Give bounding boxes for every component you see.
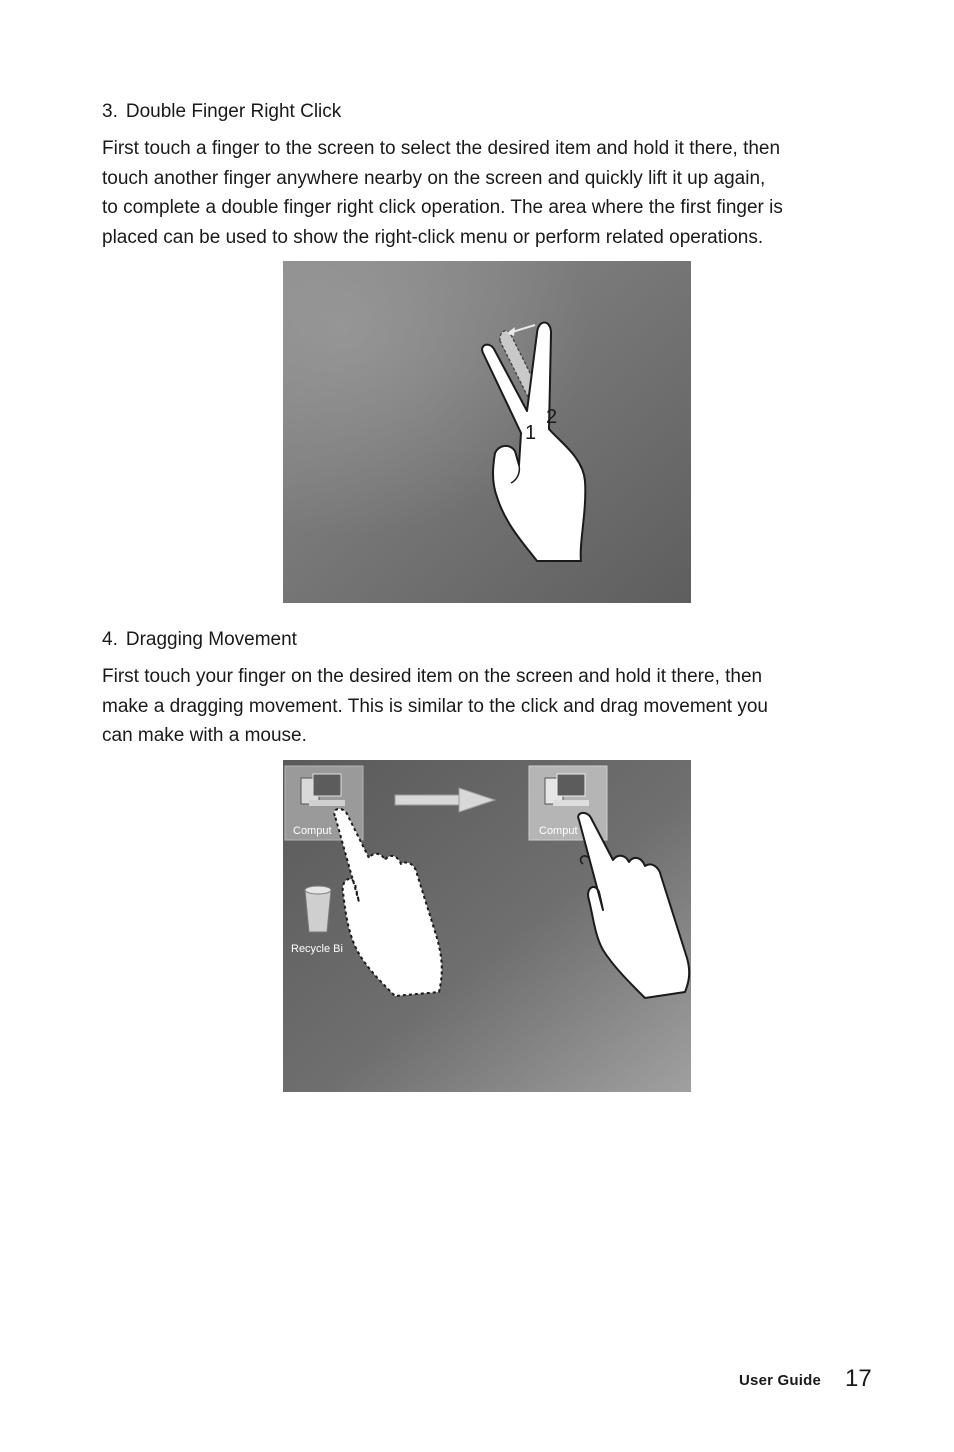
- section-3-number: 3.: [102, 101, 118, 122]
- recycle-bin-label: Recycle Bi: [291, 943, 343, 955]
- paragraph-line: First touch a finger to the screen to select the desired item and hold it there, then: [102, 138, 781, 159]
- dragging-illustration: [283, 760, 691, 1092]
- paragraph-line: can make with a mouse.: [102, 725, 307, 746]
- section-3-paragraph: [102, 134, 872, 252]
- target-icon-label: Comput: [539, 825, 578, 837]
- section-4-title: Dragging Movement: [125, 629, 297, 650]
- finger-2-label: 2: [546, 406, 558, 428]
- double-finger-figure: [283, 261, 691, 603]
- paragraph-line: placed can be used to show the right-click menu or perform related operations.: [102, 226, 764, 248]
- paragraph-line: touch another finger anywhere nearby on the screen and quickly lift it up again,: [102, 167, 766, 189]
- double-finger-illustration: [283, 261, 691, 603]
- paragraph-line: First touch your finger on the desired item on the screen and hold it there, then: [102, 666, 763, 687]
- footer-label: User Guide: [739, 1372, 822, 1389]
- paragraph-line: to complete a double finger right click operation. The area where the first finger is: [102, 197, 783, 218]
- section-3-heading: [102, 100, 341, 124]
- finger-1-label: 1: [525, 422, 537, 444]
- paragraph-line: make a dragging movement. This is similar to the click and drag movement you: [102, 695, 769, 717]
- section-4-number: 4.: [102, 629, 118, 650]
- source-icon-label: Comput: [293, 825, 332, 837]
- dragging-figure: [283, 760, 691, 1092]
- page-number: 17: [845, 1365, 872, 1392]
- section-3-title: Double Finger Right Click: [125, 101, 342, 122]
- section-4-paragraph: [102, 662, 872, 751]
- section-4-heading: [102, 628, 297, 652]
